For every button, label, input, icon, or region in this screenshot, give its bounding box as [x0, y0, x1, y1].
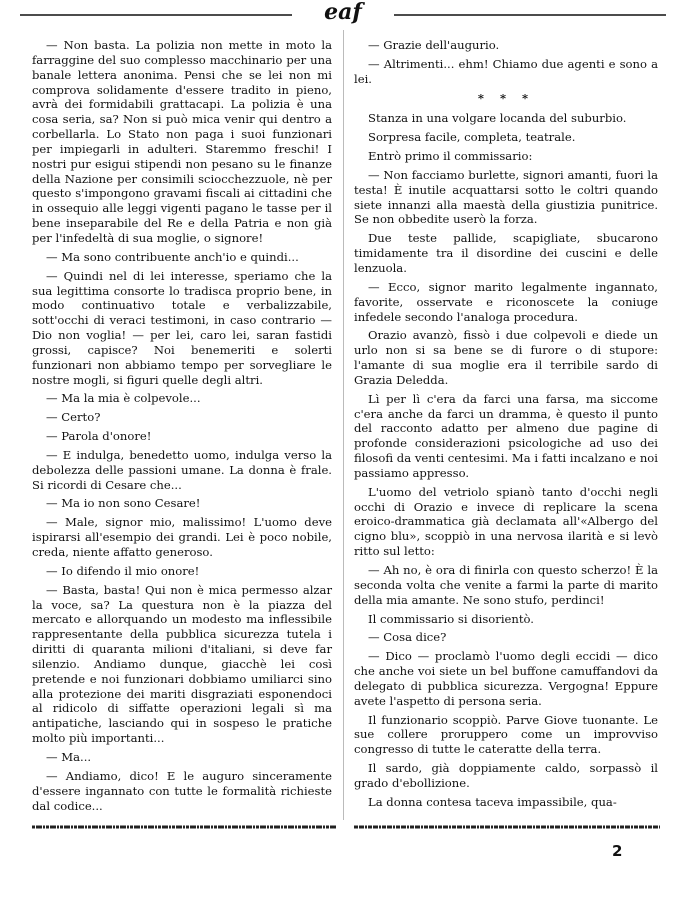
- paragraph: — Dico — proclamò l'uomo degli eccidi — dico che anche voi siete un bel buffone camuffandovi da delegato di pubblica sicurezza. Vergogna! Eppure avete l'aspetto di persona seria.: [354, 649, 658, 708]
- header-monogram: eaf: [324, 2, 362, 24]
- paragraph: — Quindi nel di lei interesse, speriamo che la sua legittima consorte lo tradisca proprio bene, in modo continuativo totale e verbalizzabile, sott'occhi di veraci testimoni, in caso contrario — Dio non voglia! — per lei, caro lei, saran fastidi grossi, capisce? Noi benemeriti e solerti funzionari non abbiamo tempo per sorvegliare le nostre mogli, si figuri quelle degli altri.: [32, 268, 332, 387]
- paragraph: Lì per lì c'era da farci una farsa, ma siccome c'era anche da farci un dramma, è questo il punto del racconto adatto per almeno due pagine di profonde considerazioni psicologiche ad uso dei filosofi da venti centesimi. Ma i fatti incalzano e noi passiamo appresso.: [354, 391, 658, 480]
- paragraph: Stanza in una volgare locanda del suburbio.: [368, 111, 627, 126]
- section-break: * * *: [477, 90, 535, 105]
- header-ornament: [0, 2, 686, 24]
- right-column-before-break: [354, 38, 658, 87]
- paragraph: — Grazie dell'augurio.: [368, 38, 500, 52]
- paragraph: — Ah no, è ora di finirla con questo scherzo! È la seconda volta che venite a farmi la parte di marito della mia amante. Ne sono stufo, perdinci!: [354, 563, 658, 607]
- paragraph: — Ma la mia è colpevole...: [46, 391, 201, 406]
- paragraph: Sorpresa facile, completa, teatrale.: [368, 130, 576, 145]
- paragraph: — Non facciamo burlette, signori amanti, fuori la testa! È inutile acquattarsi sotto le coltri quando siete innanzi alla maestà della giustizia punitrice. Se non obbedite userò la forza.: [354, 167, 658, 227]
- paragraph: Due teste pallide, scapigliate, sbucarono timidamente tra il disordine dei cuscini e delle lenzuola.: [354, 231, 658, 275]
- paragraph: — Cosa dice?: [368, 630, 447, 645]
- right-column-after-break: [354, 111, 658, 809]
- paragraph: Il funzionario scoppiò. Parve Giove tuonante. Le sue collere proruppero come un improvviso congresso di tutte le cateratte della terra.: [354, 712, 658, 757]
- paragraph: La donna contesa taceva impassibile, qua-: [368, 794, 617, 809]
- column-separator: [343, 30, 344, 820]
- paragraph: — Non basta. La polizia non mette in moto la farraggine del suo complesso macchinario per una banale lettera anonima. Pensi che se lei non mi comprova solidamente d'essere tradito in pieno, avrà dei formidabili grattacapi. La polizia è una cosa seria, sa? Non si può mica venir qui dentro a corbellarla. Lo Stato non paga i suoi funzionari per impiegarli in adulteri. Staremmo freschi! I nostri pur esigui stipendi non pesano su le finanze della Nazione per consimili sciocchezzuole, nè per questo s'impongono gravami fiscali ai cittadini che in ossequio alle leggi vigenti pagano le tasse per il bene inseparabile del Re e della Patria e non già per l'infedeltà di sua moglie, o signore!: [32, 38, 332, 245]
- right-text-column: [354, 38, 658, 810]
- paragraph: Il sardo, già doppiamente caldo, sorpassò il grado d'ebollizione.: [354, 761, 658, 790]
- bottom-rule-right: [354, 824, 660, 830]
- paragraph: — Certo?: [46, 410, 101, 425]
- paragraph: Entrò primo il commissario:: [368, 149, 533, 164]
- paragraph: — Altrimenti... ehm! Chiamo due agenti e sono a lei.: [354, 56, 658, 86]
- paragraph: — Andiamo, dico! E le auguro sinceramente d'essere ingannato con tutte le formalità richieste dal codice...: [32, 768, 332, 813]
- left-text-column: [32, 38, 332, 813]
- paragraph: — Male, signor mio, malissimo! L'uomo deve ispirarsi all'esempio dei grandi. Lei è poco nobile, creda, niente affatto generoso.: [32, 515, 332, 559]
- paragraph: — E indulga, benedetto uomo, indulga verso la debolezza delle passioni umane. La donna è frale. Si ricordi di Cesare che...: [32, 447, 332, 492]
- page-number: 2: [612, 842, 623, 860]
- paragraph: Il commissario si disorientò.: [368, 611, 534, 626]
- paragraph: Orazio avanzò, fissò i due colpevoli e diede un urlo non si sa bene se di furore o di stupore: l'amante di sua moglie era il terribile sardo di Grazia Deledda.: [354, 328, 658, 387]
- paragraph: — Ma...: [46, 749, 92, 764]
- bottom-rule-left: [32, 824, 337, 830]
- paragraph: — Basta, basta! Qui non è mica permesso alzar la voce, sa? La questura non è la piazza del mercato e allorquando un modesto ma inflessibile rappresentante della pubblica sicurezza tutela i diritti di quaranta milioni d'italiani, si deve far silenzio. Andiamo dunque, giacchè lei così pretende e noi funzionari dobbiamo umiliarci sino alla protezione dei mariti disgraziati esponendoci al ridicolo di siffatte operazioni legali sì ma antipatiche, lasciando qui in sospeso le pratiche molto più importanti...: [32, 582, 332, 746]
- paragraph: — Io difendo il mio onore!: [46, 563, 200, 578]
- paragraph: — Ma sono contribuente anch'io e quindi...: [46, 249, 299, 264]
- paragraph: — Parola d'onore!: [46, 429, 152, 444]
- paragraph: L'uomo del vetriolo spianò tanto d'occhi negli occhi di Orazio e invece di replicare la scena eroico-drammatica già declamata all'«Albergo del cigno blu», scoppiò in una nervosa ilarità e si levò ritto sul letto:: [354, 484, 658, 559]
- paragraph: — Ma io non sono Cesare!: [46, 496, 201, 511]
- paragraph: — Ecco, signor marito legalmente ingannato, favorite, osservate e riconoscete la coniuge infedele secondo l'analoga procedura.: [354, 279, 658, 324]
